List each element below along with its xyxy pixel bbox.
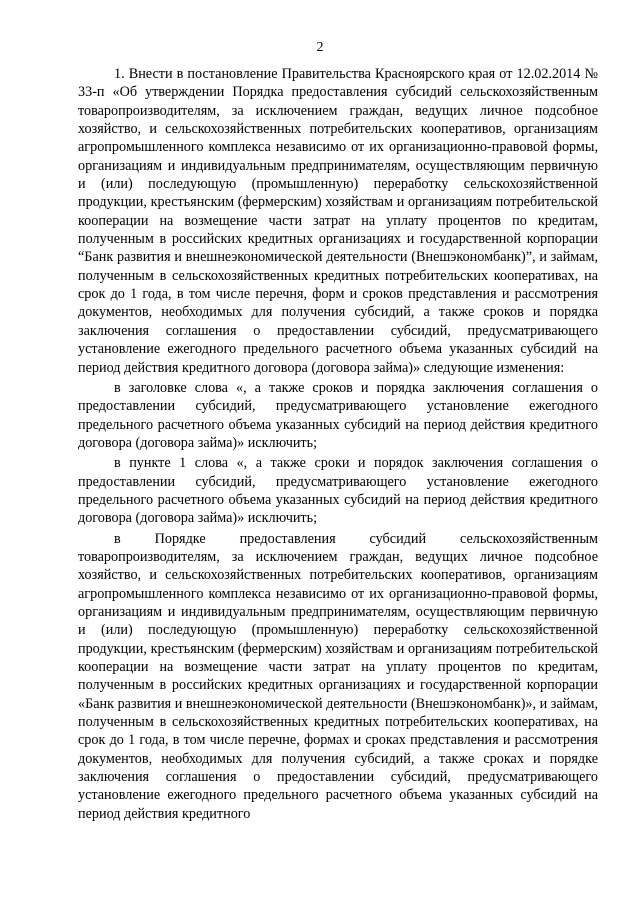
- paragraph-amendment-intro: 1. Внести в постановление Правительства Красноярского края от 12.02.2014 № 33-п «Об утверждении Порядка предоставления субсидий сельскохозяйственным товаропроизводителям, за исключением граждан, ведущих личное подсобное хозяйство, и сельскохозяйственных потребительских кооперативов, организациям агропромышленного комплекса независимо от их организационно-правовой формы, организациям и индивидуальным предпринимателям, осуществляющим первичную и (или) последующую (промышленную) переработку сельскохозяйственной продукции, крестьянским (фермерским) хозяйствам и организациям потребительской кооперации на возмещение части затрат на уплату процентов по кредитам, полученным в российских кредитных организациях и государственной корпорации “Банк развития и внешнеэкономической деятельности (Внешэкономбанк)”, и займам, полученным в сельскохозяйственных кредитных потребительских кооперативах, на срок до 1 года, в том числе перечня, форм и сроков представления и рассмотрения документов, необходимых для получения субсидий, а также сроков и порядка заключения соглашения о предоставлении субсидий, предусматривающего установление ежегодного предельного расчетного объема указанных субсидий на период действия кредитного договора (договора займа)» следующие изменения:: [78, 66, 598, 376]
- document-body: [78, 65, 598, 823]
- paragraph-procedure-change: в Порядке предоставления субсидий сельскохозяйственным товаропроизводителям, за исключением граждан, ведущих личное подсобное хозяйство, и сельскохозяйственных потребительских кооперативов, организациям агропромышленного комплекса независимо от их организационно-правовой формы, организациям и индивидуальным предпринимателям, осуществляющим первичную и (или) последующую (промышленную) переработку сельскохозяйственной продукции, крестьянским (фермерским) хозяйствам и организациям потребительской кооперации на возмещение части затрат на уплату процентов по кредитам, полученным в российских кредитных организациях и государственной корпорации «Банк развития и внешнеэкономической деятельности (Внешэкономбанк)», и займам, полученным в сельскохозяйственных кредитных потребительских кооперативах, на срок до 1 года, в том числе перечне, формах и сроках представления и рассмотрения документов, необходимых для получения субсидий, а также сроках и порядке заключения соглашения о предоставлении субсидий, предусматривающего установление ежегодного предельного расчетного объема указанных субсидий на период действия кредитного: [78, 530, 598, 822]
- page-number: 2: [316, 40, 324, 55]
- paragraph-title-change: в заголовке слова «, а также сроков и порядка заключения соглашения о предоставлении субсидий, предусматривающего установление ежегодного предельного расчетного объема указанных субсидий на период действия кредитного договора (договора займа)» исключить;: [78, 379, 598, 451]
- paragraph-point1-change: в пункте 1 слова «, а также сроки и порядок заключения соглашения о предоставлении субсидий, предусматривающего установление ежегодного предельного расчетного объема указанных субсидий на период действия кредитного договора (договора займа)» исключить;: [78, 455, 598, 527]
